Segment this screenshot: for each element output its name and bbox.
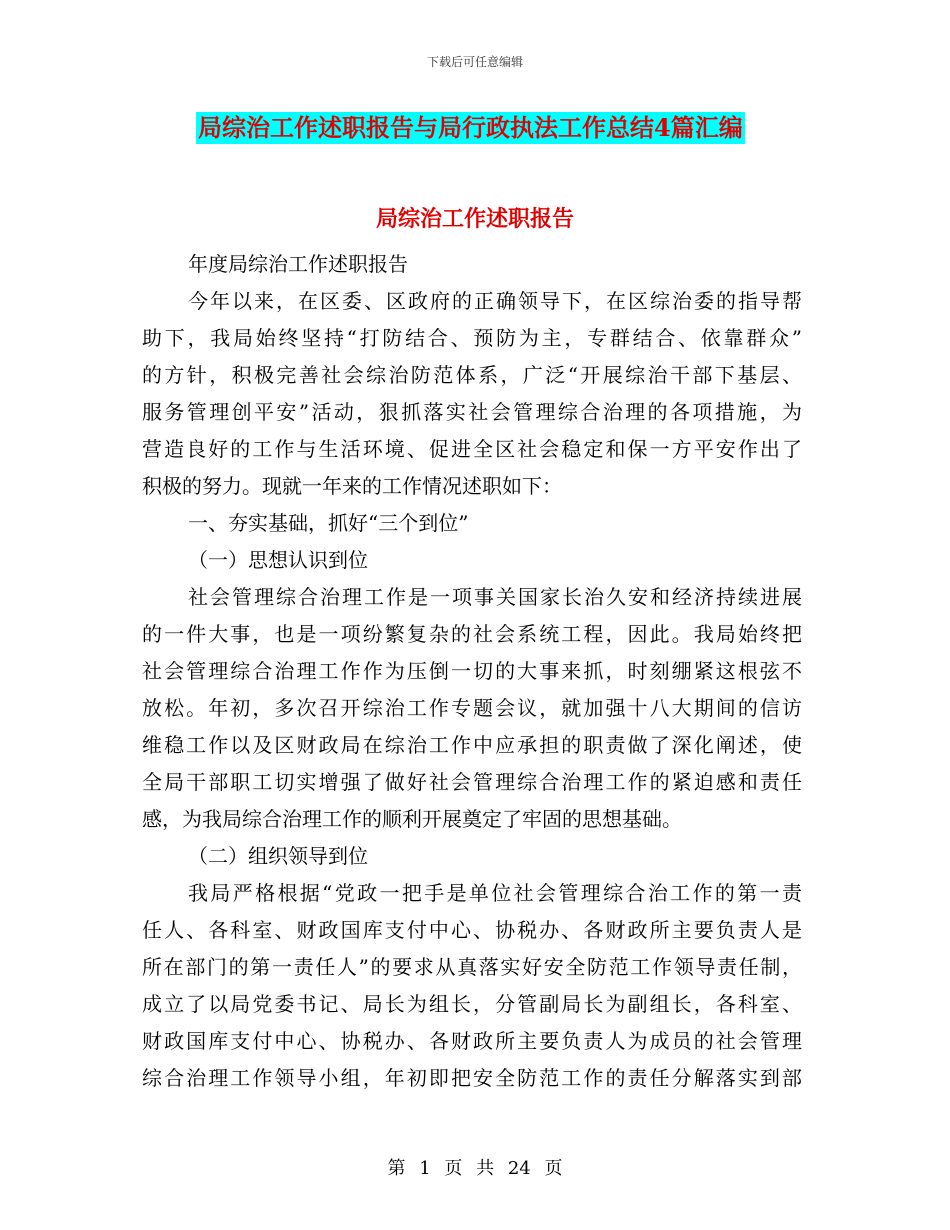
paragraph-line: 的方针，积极完善社会综治防范体系，广泛“开展综治干部下基层、 [142,363,802,387]
paragraph-line: 社会管理综合治理工作作为压倒一切的大事来抓，时刻绷紧这根弦不 [142,659,802,683]
paragraph-line: 感，为我局综合治理工作的顺利开展奠定了牢固的思想基础。 [142,807,682,831]
page-number-footer: 第 1 页 共 24 页 [387,1158,563,1179]
paragraph-line: 综合治理工作领导小组，年初即把安全防范工作的责任分解落实到部 [142,1066,802,1090]
paragraph-line: 维稳工作以及区财政局在综治工作中应承担的职责做了深化阐述，使 [142,733,802,757]
paragraph-line: 所在部门的第一责任人”的要求从真落实好安全防范工作领导责任制， [142,955,802,979]
document-main-title: 局综治工作述职报告与局行政执法工作总结4篇汇编 [198,113,743,142]
heading-line: 一、夯实基础，抓好“三个到位” [188,511,469,535]
paragraph-line: 营造良好的工作与生活环境、促进全区社会稳定和保一方平安作出了 [142,437,802,461]
paragraph-line: 社会管理综合治理工作是一项事关国家长治久安和经济持续进展 [188,585,802,609]
paragraph-line: 成立了以局党委书记、局长为组长，分管副局长为副组长，各科室、 [142,992,802,1016]
paragraph-line: 年度局综治工作述职报告 [188,252,408,276]
paragraph-line: 放松。年初，多次召开综治工作专题会议，就加强十八大期间的信访 [142,696,802,720]
paragraph-line: 助下，我局始终坚持“打防结合、预防为主，专群结合、依靠群众” [142,326,802,350]
paragraph-line: 任人、各科室、财政国库支付中心、协税办、各财政所主要负责人是 [142,918,802,942]
paragraph-line: 我局严格根据“党政一把手是单位社会管理综合治工作的第一责 [188,881,802,905]
subheading-line: （二）组织领导到位 [188,844,368,868]
paragraph-line: 今年以来，在区委、区政府的正确领导下，在区综治委的指导帮 [188,289,802,313]
paragraph-line: 财政国库支付中心、协税办、各财政所主要负责人为成员的社会管理 [142,1029,802,1053]
paragraph-line: 全局干部职工切实增强了做好社会管理综合治理工作的紧迫感和责任 [142,770,802,794]
subheading-line: （一）思想认识到位 [188,548,368,572]
section-title: 局综治工作述职报告 [375,206,574,232]
paragraph-line: 服务管理创平安”活动，狠抓落实社会管理综合治理的各项措施，为 [142,400,802,424]
header-note: 下载后可任意编辑 [426,55,523,69]
document-body [142,246,802,1097]
paragraph-line: 的一件大事，也是一项纷繁复杂的社会系统工程，因此。我局始终把 [142,622,802,646]
paragraph-line: 积极的努力。现就一年来的工作情况述职如下： [142,474,562,498]
